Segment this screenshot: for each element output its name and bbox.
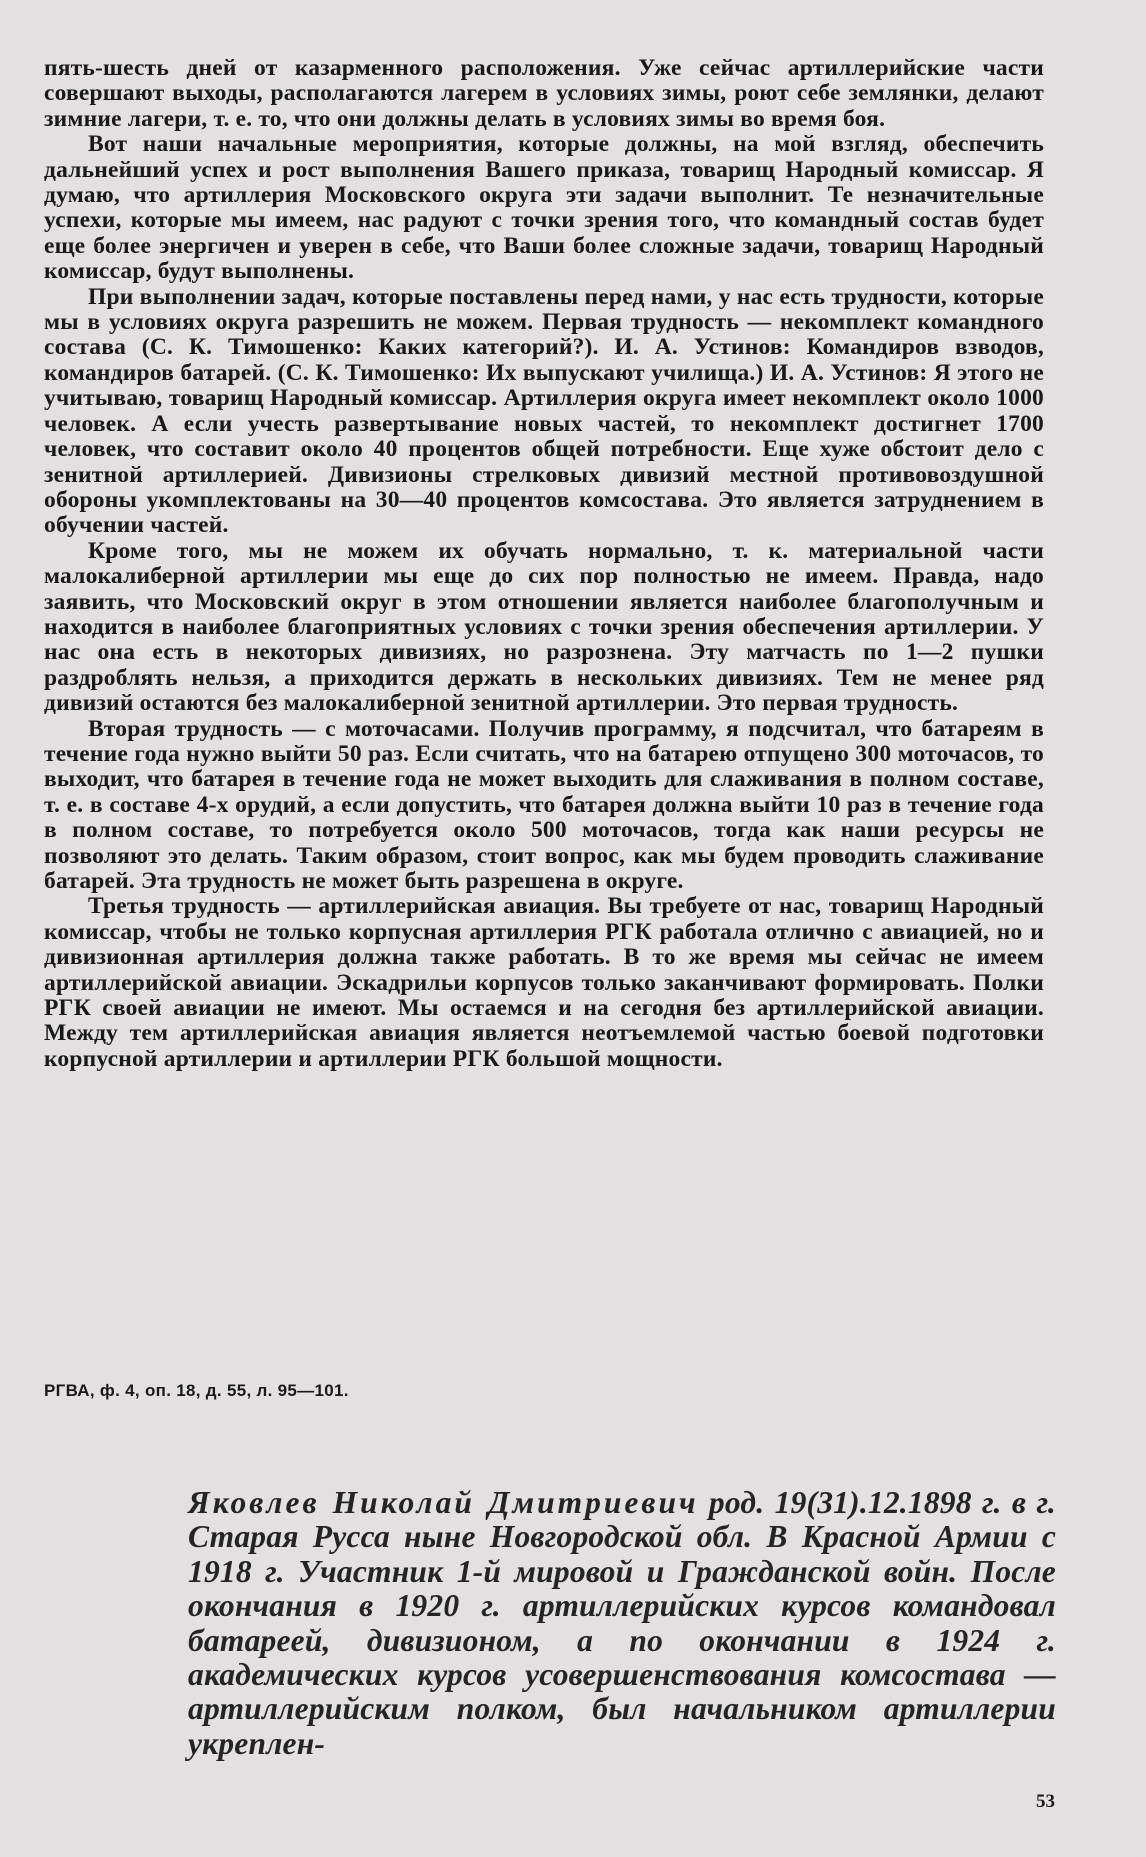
- paragraph-measures: Вот наши начальные мероприятия, которые должны, на мой взгляд, обеспечить дальнейший успех и рост выполнения Вашего приказа, товарищ Народный комиссар. Я думаю, что артиллерия Московского округа эти задачи выполнит. Те незначительные успехи, которые мы имеем, нас радуют с точки зрения того, что командный состав будет еще более энергичен и уверен в себе, что Ваши более сложные задачи, товарищ Народный комиссар, будут выполнены.: [44, 131, 1044, 285]
- paragraph-small-caliber-artillery: Кроме того, мы не можем их обучать нормально, т. к. материальной части малокалиберной артиллерии мы еще до сих пор полностью не имеем. Правда, надо заявить, что Московский округ в этом отношении является наиболее благополучным и находится в наиболее благоприятных условиях с точки зрения обеспечения артиллерии. У нас она есть в некоторых дивизиях, но разрознена. Эту матчасть по 1—2 пушки раздроблять нельзя, а приходится держать в нескольких дивизиях. Тем не менее ряд дивизий остаются без малокалиберной зенитной артиллерии. Это первая трудность.: [44, 537, 1044, 717]
- paragraph-first-difficulty: При выполнении задач, которые поставлены перед нами, у нас есть трудности, которые мы в условиях округа разрешить не можем. Первая трудность — некомплект командного состава (С. К. Тимошенко: Каких категорий?). И. А. Устинов: Командиров взводов, командиров батарей. (С. К. Тимошенко: Их выпускают училища.) И. А. Устинов: Я этого не учитываю, товарищ Народный комиссар. Артиллерия округа имеет некомплект около 1000 человек. А если учесть развертывание новых частей, то некомплект достигнет 1700 человек, что составит около 40 процентов общей потребности. Еще хуже обстоит дело с зенитной артиллерией. Дивизионы стрелковых дивизий местной противовоздушной обороны укомплектованы на 30—40 процентов комсостава. Это является затруднением в обучении частей.: [44, 283, 1044, 539]
- paragraph-second-difficulty: Вторая трудность — с моточасами. Получив программу, я подсчитал, что батареям в течение года нужно выйти 50 раз. Если считать, что на батарею отпущено 300 моточасов, то выходит, что батарея в течение года не может выходить для слаживания в полном составе, т. е. в составе 4-х орудий, а если допустить, что батарея должна выйти 10 раз в течение года в полном составе, то потребуется около 500 моточасов, тогда как наши ресурсы не позволяют это делать. Таким образом, стоит вопрос, как мы будем проводить слаживание батарей. Эта трудность не может быть разрешена в округе.: [44, 715, 1044, 894]
- paragraph-third-difficulty: Третья трудность — артиллерийская авиация. Вы требуете от нас, товарищ Народный комиссар, чтобы не только корпусная артиллерия РГК работала отлично с авиацией, но и дивизионная артиллерия должна также работать. В то же время мы сейчас не имеем артиллерийской авиации. Эскадрильи корпусов только заканчивают формировать. Полки РГК своей авиации не имеют. Мы остаемся и на сегодня без артиллерийской авиации. Между тем артиллерийская авиация является неотъемлемой частью боевой подготовки корпусной артиллерии и артиллерии РГК большой мощности.: [44, 893, 1044, 1072]
- biography-note: [188, 1486, 1056, 1761]
- main-text-block: [44, 56, 1044, 1072]
- archive-source-reference: РГВА, ф. 4, оп. 18, д. 55, л. 95—101.: [44, 1381, 349, 1400]
- biography-name: Яковлев Николай Дмитриевич: [188, 1485, 699, 1520]
- page-number: 53: [1036, 1791, 1055, 1812]
- paragraph-continuation: пять-шесть дней от казарменного расположения. Уже сейчас артиллерийские части совершают выходы, располагаются лагерем в условиях зимы, роют себе землянки, делают зимние лагери, т. е. то, что они должны делать в условиях зимы во время боя.: [44, 55, 1044, 132]
- biography-text: род. 19(31).12.1898 г. в г. Старая Русса ныне Новгородской обл. В Красной Армии с 1918 г. Участник 1-й мировой и Гражданской войн. После окончания в 1920 г. артиллерийских курсов командовал батареей, дивизионом, а по окончании в 1924 г. академических курсов усовершенствования комсостава — артиллерийским полком, был начальником артиллерии укреплен-: [188, 1485, 1056, 1761]
